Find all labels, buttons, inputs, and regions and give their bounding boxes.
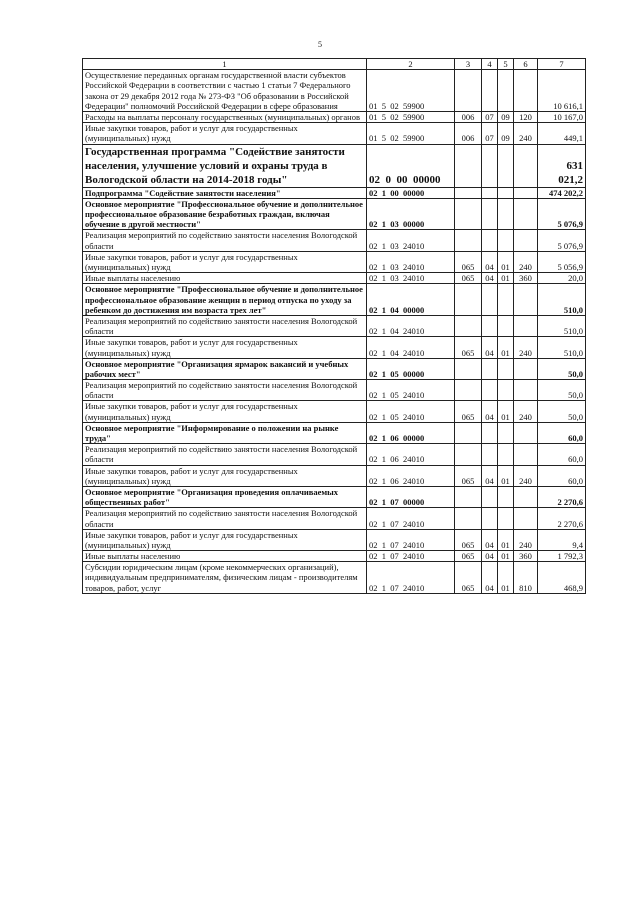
ministry-code-cell [455,198,482,230]
amount-cell: 10 616,1 [538,70,586,112]
expense-type-cell [514,187,538,198]
section-code-cell [482,444,498,465]
table-row [83,198,586,230]
section-code-cell [482,144,498,187]
amount-cell: 5 076,9 [538,230,586,251]
section-code-cell: 07 [482,123,498,144]
amount-cell: 9,4 [538,529,586,550]
table-row [83,529,586,550]
section-code-cell: 04 [482,337,498,358]
ministry-code-cell [455,486,482,507]
section-code-cell: 04 [482,465,498,486]
budget-table [82,58,586,594]
amount-cell: 631 021,2 [538,144,586,187]
expense-type-cell [514,508,538,529]
table-row [83,422,586,443]
amount-cell: 1 792,3 [538,551,586,562]
section-code-cell [482,508,498,529]
table-row [83,273,586,284]
table-row [83,358,586,379]
item-name-cell: Иные закупки товаров, работ и услуг для государственных (муниципальных) нужд [83,123,367,144]
ministry-code-cell: 065 [455,273,482,284]
amount-cell: 50,0 [538,380,586,401]
subsection-code-cell: 01 [498,562,514,594]
target-article-code-cell: 02 1 05 24010 [367,380,455,401]
expense-type-cell: 810 [514,562,538,594]
expense-type-cell [514,284,538,316]
table-row [83,551,586,562]
subsection-code-cell: 09 [498,111,514,122]
table-row [83,70,586,112]
item-name-cell: Реализация мероприятий по содействию занятости населения Вологодской области [83,230,367,251]
expense-type-cell: 120 [514,111,538,122]
table-row [83,111,586,122]
amount-cell: 449,1 [538,123,586,144]
expense-type-cell [514,422,538,443]
amount-cell: 510,0 [538,284,586,316]
item-name-cell: Основное мероприятие "Организация проведения оплачиваемых общественных работ" [83,486,367,507]
ministry-code-cell [455,70,482,112]
target-article-code-cell: 02 0 00 00000 [367,144,455,187]
expense-type-cell [514,70,538,112]
subsection-code-cell: 01 [498,529,514,550]
item-name-cell: Иные закупки товаров, работ и услуг для государственных (муниципальных) нужд [83,337,367,358]
item-name-cell: Основное мероприятие "Организация ярмарок вакансий и учебных рабочих мест" [83,358,367,379]
ministry-code-cell: 006 [455,111,482,122]
target-article-code-cell: 02 1 07 24010 [367,529,455,550]
amount-cell: 50,0 [538,358,586,379]
target-article-code-cell: 02 1 00 00000 [367,187,455,198]
column-number: 4 [482,59,498,70]
item-name-cell: Основное мероприятие "Информирование о положении на рынке труда" [83,422,367,443]
amount-cell: 474 202,2 [538,187,586,198]
item-name-cell: Подпрограмма "Содействие занятости населения" [83,187,367,198]
expense-type-cell [514,358,538,379]
ministry-code-cell [455,508,482,529]
subsection-code-cell: 01 [498,465,514,486]
ministry-code-cell [455,422,482,443]
subsection-code-cell [498,380,514,401]
column-number: 2 [367,59,455,70]
target-article-code-cell: 02 1 07 24010 [367,551,455,562]
ministry-code-cell [455,380,482,401]
table-row [83,465,586,486]
item-name-cell: Субсидии юридическим лицам (кроме некоммерческих организаций), индивидуальным предпринимателям, физическим лицам - производителям товаров, работ, услуг [83,562,367,594]
target-article-code-cell: 02 1 04 24010 [367,337,455,358]
expense-type-cell [514,315,538,336]
amount-cell: 510,0 [538,337,586,358]
subsection-code-cell [498,315,514,336]
subsection-code-cell [498,422,514,443]
column-number: 1 [83,59,367,70]
target-article-code-cell: 02 1 03 24010 [367,230,455,251]
target-article-code-cell: 02 1 04 24010 [367,315,455,336]
column-number: 5 [498,59,514,70]
ministry-code-cell [455,358,482,379]
section-code-cell [482,70,498,112]
target-article-code-cell: 02 1 03 24010 [367,273,455,284]
item-name-cell: Иные закупки товаров, работ и услуг для государственных (муниципальных) нужд [83,251,367,272]
section-code-cell: 04 [482,551,498,562]
table-row [83,562,586,594]
item-name-cell: Реализация мероприятий по содействию занятости населения Вологодской области [83,508,367,529]
section-code-cell [482,486,498,507]
ministry-code-cell [455,230,482,251]
ministry-code-cell: 065 [455,551,482,562]
item-name-cell: Иные закупки товаров, работ и услуг для государственных (муниципальных) нужд [83,465,367,486]
item-name-cell: Государственная программа "Содействие занятости населения, улучшение условий и охраны труда в Вологодской области на 2014-2018 годы" [83,144,367,187]
table-row [83,123,586,144]
item-name-cell: Иные выплаты населению [83,273,367,284]
target-article-code-cell: 01 5 02 59900 [367,111,455,122]
section-code-cell [482,187,498,198]
ministry-code-cell: 065 [455,562,482,594]
column-number-row [83,59,586,70]
target-article-code-cell: 02 1 05 24010 [367,401,455,422]
ministry-code-cell [455,315,482,336]
target-article-code-cell: 02 1 03 24010 [367,251,455,272]
expense-type-cell [514,198,538,230]
subsection-code-cell [498,486,514,507]
table-row [83,337,586,358]
expense-type-cell: 240 [514,529,538,550]
amount-cell: 60,0 [538,444,586,465]
subsection-code-cell [498,198,514,230]
amount-cell: 5 076,9 [538,198,586,230]
section-code-cell [482,198,498,230]
section-code-cell [482,230,498,251]
section-code-cell: 04 [482,251,498,272]
item-name-cell: Реализация мероприятий по содействию занятости населения Вологодской области [83,444,367,465]
subsection-code-cell [498,187,514,198]
subsection-code-cell: 01 [498,337,514,358]
expense-type-cell [514,486,538,507]
table-row [83,444,586,465]
section-code-cell [482,380,498,401]
subsection-code-cell: 01 [498,251,514,272]
target-article-code-cell: 01 5 02 59900 [367,123,455,144]
item-name-cell: Расходы на выплаты персоналу государственных (муниципальных) органов [83,111,367,122]
target-article-code-cell: 02 1 05 00000 [367,358,455,379]
ministry-code-cell [455,144,482,187]
item-name-cell: Основное мероприятие "Профессиональное обучение и дополнительное профессиональное образование безработных граждан, включая обучение в другой местности" [83,198,367,230]
expense-type-cell [514,380,538,401]
target-article-code-cell: 02 1 06 24010 [367,444,455,465]
section-code-cell: 04 [482,273,498,284]
target-article-code-cell: 02 1 07 24010 [367,562,455,594]
table-row [83,230,586,251]
page-number: 5 [318,40,322,49]
section-code-cell: 04 [482,401,498,422]
amount-cell: 60,0 [538,422,586,443]
table-row [83,380,586,401]
section-code-cell [482,358,498,379]
expense-type-cell: 240 [514,465,538,486]
target-article-code-cell: 02 1 06 00000 [367,422,455,443]
subsection-code-cell: 01 [498,401,514,422]
expense-type-cell [514,230,538,251]
table-row [83,187,586,198]
amount-cell: 2 270,6 [538,508,586,529]
expense-type-cell [514,144,538,187]
amount-cell: 510,0 [538,315,586,336]
expense-type-cell [514,444,538,465]
section-code-cell [482,315,498,336]
item-name-cell: Реализация мероприятий по содействию занятости населения Вологодской области [83,380,367,401]
item-name-cell: Иные выплаты населению [83,551,367,562]
target-article-code-cell: 02 1 07 24010 [367,508,455,529]
amount-cell: 60,0 [538,465,586,486]
ministry-code-cell [455,444,482,465]
subsection-code-cell [498,70,514,112]
target-article-code-cell: 02 1 03 00000 [367,198,455,230]
table-row [83,508,586,529]
subsection-code-cell [498,230,514,251]
table-row [83,251,586,272]
ministry-code-cell [455,187,482,198]
section-code-cell: 07 [482,111,498,122]
table-row [83,284,586,316]
amount-cell: 10 167,0 [538,111,586,122]
section-code-cell: 04 [482,562,498,594]
expense-type-cell: 240 [514,337,538,358]
amount-cell: 2 270,6 [538,486,586,507]
item-name-cell: Основное мероприятие "Профессиональное обучение и дополнительное профессиональное образование женщин в период отпуска по уходу за ребенком до достижения им возраста трех лет" [83,284,367,316]
section-code-cell [482,422,498,443]
table-row [83,144,586,187]
ministry-code-cell: 065 [455,529,482,550]
table-row [83,486,586,507]
subsection-code-cell [498,444,514,465]
subsection-code-cell: 09 [498,123,514,144]
target-article-code-cell: 02 1 07 00000 [367,486,455,507]
target-article-code-cell: 02 1 06 24010 [367,465,455,486]
item-name-cell: Иные закупки товаров, работ и услуг для государственных (муниципальных) нужд [83,401,367,422]
subsection-code-cell: 01 [498,551,514,562]
item-name-cell: Осуществление переданных органам государственной власти субъектов Российской Федерации в соответствии с частью 1 статьи 7 Федерального закона от 29 декабря 2012 года № 273-ФЗ "Об образовании в Российской Федерации" полномочий Российской Федерации в сфере образования [83,70,367,112]
subsection-code-cell [498,508,514,529]
item-name-cell: Реализация мероприятий по содействию занятости населения Вологодской области [83,315,367,336]
table-row [83,401,586,422]
expense-type-cell: 240 [514,123,538,144]
ministry-code-cell: 065 [455,337,482,358]
column-number: 6 [514,59,538,70]
subsection-code-cell: 01 [498,273,514,284]
expense-type-cell: 360 [514,551,538,562]
ministry-code-cell: 065 [455,401,482,422]
column-number: 7 [538,59,586,70]
ministry-code-cell: 065 [455,465,482,486]
section-code-cell: 04 [482,529,498,550]
column-number: 3 [455,59,482,70]
ministry-code-cell: 065 [455,251,482,272]
subsection-code-cell [498,144,514,187]
section-code-cell [482,284,498,316]
amount-cell: 50,0 [538,401,586,422]
ministry-code-cell [455,284,482,316]
expense-type-cell: 240 [514,401,538,422]
subsection-code-cell [498,358,514,379]
item-name-cell: Иные закупки товаров, работ и услуг для государственных (муниципальных) нужд [83,529,367,550]
amount-cell: 20,0 [538,273,586,284]
subsection-code-cell [498,284,514,316]
expense-type-cell: 240 [514,251,538,272]
target-article-code-cell: 01 5 02 59900 [367,70,455,112]
target-article-code-cell: 02 1 04 00000 [367,284,455,316]
amount-cell: 5 056,9 [538,251,586,272]
amount-cell: 468,9 [538,562,586,594]
ministry-code-cell: 006 [455,123,482,144]
table-row [83,315,586,336]
expense-type-cell: 360 [514,273,538,284]
